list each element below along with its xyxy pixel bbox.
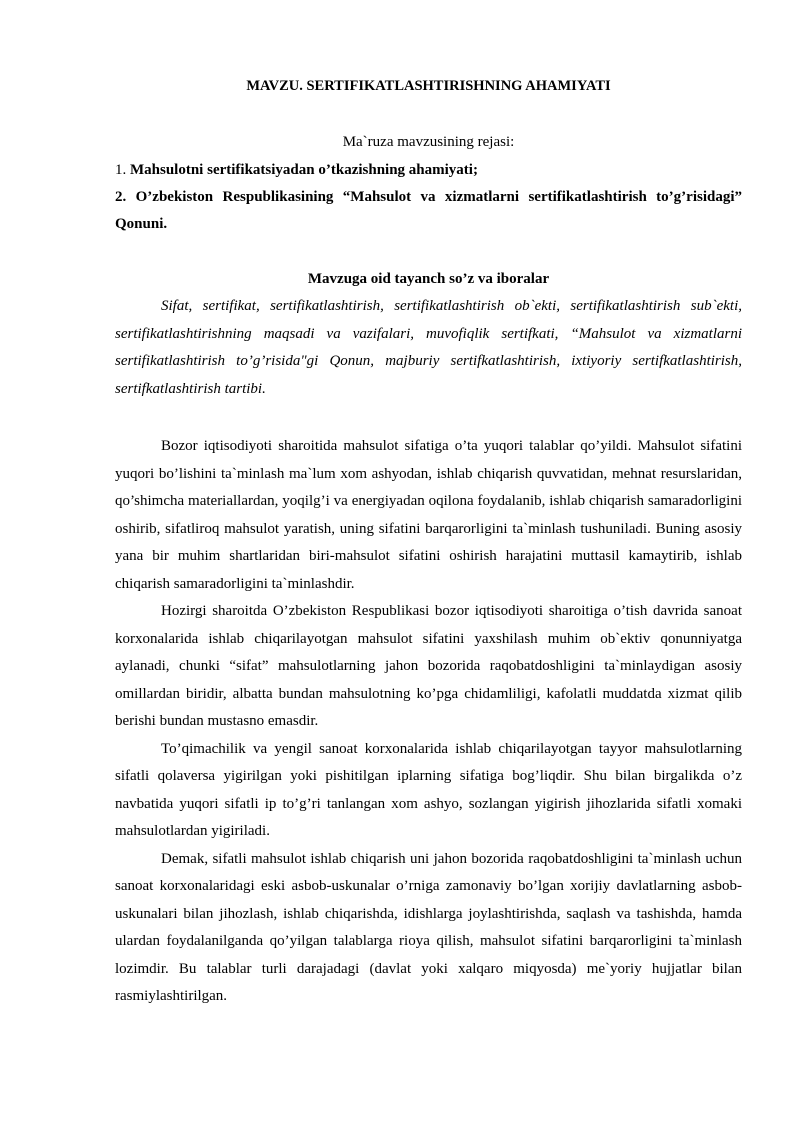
paragraph: Hozirgi sharoitda O’zbekiston Respublikasi bozor iqtisodiyoti sharoitiga o’tish davrida sanoat korxonalarida ishlab chiqarilayotgan mahsulot sifatini yaxshilash muhim ob`ektiv qonunniyatga aylanadi, chunki “sifat” mahsulotlarning jahon bozorida raqobatdoshligini ta`minlaydigan asosiy omillardan biridir, albatta bundan mahsulotning ko’pga chidamliligi, kafolatli muddatda xizmat qilib berishi bundan mustasno emasdir. xyxy=(115,603,742,729)
document-title: MAVZU. SERTIFIKATLASHTIRISHNING AHAMIYATI xyxy=(246,78,611,94)
keywords-text: Sifat, sertifikat, sertifikatlashtirish, sertifikatlashtirish ob`ekti, sertifikatlashtirish sub`ekti, sertifikatlashtirishning maqsadi va vazifalari, muvofiqlik sertifkati, “Mahsulot va xizmatlarni sertifikatlashtirish to’g’risida"gi Qonun, majburiy sertifkatlashtirish, ixtiyoriy sertifkatlashtirish, sertifkatlashtirish tartibi. xyxy=(115,298,742,397)
keywords-heading: Mavzuga oid tayanch so’z va iboralar xyxy=(307,271,550,287)
plan-list xyxy=(115,157,742,238)
plan-item-2 xyxy=(115,184,742,238)
paragraph: Demak, sifatli mahsulot ishlab chiqarish uni jahon bozorida raqobatdoshligini ta`minlash uchun sanoat korxonalaridagi eski asbob-uskunalar o’rniga zamonaviy bo’lgan xorijiy davlatlarning asbob-uskunalari bilan jihozlash, ishlab chiqarishda, idishlarga joylashtirishda, saqlash va tashishda, hamda ulardan foydalanilganda qo’yilgan talablarga rioya qilish, mahsulot sifatini barqarorligini ta`minlash lozimdir. Bu talablar turli darajadagi (davlat yoki xalqaro miqyosda) me`yoriy hujjatlar bilan rasmiylashtirilgan. xyxy=(115,850,742,1004)
plan-item-1 xyxy=(115,157,742,184)
plan-item-text: O’zbekiston Respublikasining “Mahsulot va xizmatlarni sertifikatlashtirish to’g’risidagi” Qonuni. xyxy=(115,189,742,232)
plan-item-text: Mahsulotni sertifikatsiyadan o’tkazishning ahamiyati; xyxy=(130,162,478,178)
plan-heading: Ma`ruza mavzusining rejasi: xyxy=(342,134,515,150)
body-text xyxy=(115,433,742,1011)
plan-item-number: 2. xyxy=(115,189,127,205)
plan-item-number: 1. xyxy=(115,162,127,178)
paragraph: To’qimachilik va yengil sanoat korxonalarida ishlab chiqarilayotgan tayyor mahsulotlarning sifatli qolaversa yigirilgan yoki pishitilgan iplarning sifatiga bog’liqdir. Shu bilan birgalikda o’z navbatida yuqori sifatli ip to’g’ri tanlangan xom ashyo, sozlangan yigirish jihozlarida sifatli xomaki mahsulotlardan yigiriladi. xyxy=(115,740,742,839)
paragraph: Bozor iqtisodiyoti sharoitida mahsulot sifatiga o’ta yuqori talablar qo’yildi. Mahsulot sifatini yuqori bo’lishini ta`minlash ma`lum xom ashyodan, ishlab chiqarish quvvatidan, mehnat resurslaridan, qo’shimcha materiallardan, yoqilg’i va energiyadan oqilona foydalanib, ishlab chiqarish samaradorligini oshirib, sifatliroq mahsulot yaratish, uning sifatini barqarorligini ta`minlash tushuniladi. Buning asosiy yana bir muhim shartlaridan biri-mahsulot sifatini oshirish harajatini muttasil kamaytirib, ishlab chiqarish samaradorligini ta`minlashdir. xyxy=(115,438,742,592)
